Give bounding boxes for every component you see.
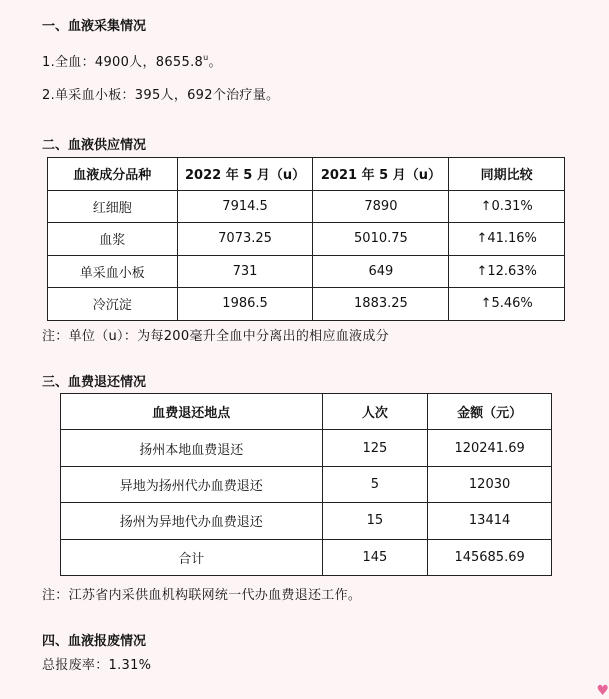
cell: 5 — [322, 466, 428, 502]
blood-supply-table — [47, 157, 565, 321]
header-comparison: 同期比较 — [449, 158, 565, 191]
cell: 731 — [177, 255, 313, 288]
cell: ↑0.31% — [449, 190, 565, 223]
header-amount: 金额（元） — [428, 394, 552, 430]
cell: 7073.25 — [177, 223, 313, 256]
header-2022-may: 2022 年 5 月（u） — [177, 158, 313, 191]
cell: ↑12.63% — [449, 255, 565, 288]
table-row — [48, 255, 565, 288]
unit-superscript: u — [203, 53, 209, 62]
cell: 血浆 — [48, 223, 178, 256]
header-component: 血液成分品种 — [48, 158, 178, 191]
cell: 扬州本地血费退还 — [61, 430, 323, 466]
heart-icon: ♥ — [596, 683, 609, 699]
table-row — [61, 503, 552, 539]
cell: 单采血小板 — [48, 255, 178, 288]
cell: 145 — [322, 539, 428, 575]
table-row — [61, 466, 552, 502]
cell: 冷沉淀 — [48, 288, 178, 321]
cell: 5010.75 — [313, 223, 449, 256]
cell: 异地为扬州代办血费退还 — [61, 466, 323, 502]
cell: 1986.5 — [177, 288, 313, 321]
whole-blood-end: 。 — [208, 55, 222, 70]
platelet-line: 2.单采血小板：395人，692个治疗量。 — [42, 88, 280, 103]
refund-note: 注：江苏省内采供血机构联网统一代办血费退还工作。 — [42, 588, 362, 603]
table-header-row — [61, 394, 552, 430]
supply-note: 注：单位（u）：为每200毫升全血中分离出的相应血液成分 — [42, 329, 389, 344]
cell: 红细胞 — [48, 190, 178, 223]
cell: ↑41.16% — [449, 223, 565, 256]
cell: 13414 — [428, 503, 552, 539]
cell: 1883.25 — [313, 288, 449, 321]
cell: 120241.69 — [428, 430, 552, 466]
whole-blood-line — [42, 51, 222, 70]
cell: 合计 — [61, 539, 323, 575]
table-row — [48, 288, 565, 321]
table-row — [48, 223, 565, 256]
header-location: 血费退还地点 — [61, 394, 323, 430]
cell: 12030 — [428, 466, 552, 502]
table-header-row — [48, 158, 565, 191]
cell: 7890 — [313, 190, 449, 223]
header-count: 人次 — [322, 394, 428, 430]
table-total-row — [61, 539, 552, 575]
table-row — [48, 190, 565, 223]
cell: 15 — [322, 503, 428, 539]
cell: 649 — [313, 255, 449, 288]
refund-table — [60, 393, 552, 576]
cell: 7914.5 — [177, 190, 313, 223]
cell: 145685.69 — [428, 539, 552, 575]
section2-heading: 二、血液供应情况 — [42, 138, 147, 153]
discard-rate: 总报废率：1.31% — [42, 658, 152, 673]
cell: ↑5.46% — [449, 288, 565, 321]
section3-heading: 三、血费退还情况 — [42, 375, 147, 390]
section4-heading: 四、血液报废情况 — [42, 634, 147, 649]
cell: 扬州为异地代办血费退还 — [61, 503, 323, 539]
section1-heading: 一、血液采集情况 — [42, 19, 147, 34]
whole-blood-text: 1.全血：4900人，8655.8 — [42, 55, 204, 70]
cell: 125 — [322, 430, 428, 466]
header-2021-may: 2021 年 5 月（u） — [313, 158, 449, 191]
table-row — [61, 430, 552, 466]
